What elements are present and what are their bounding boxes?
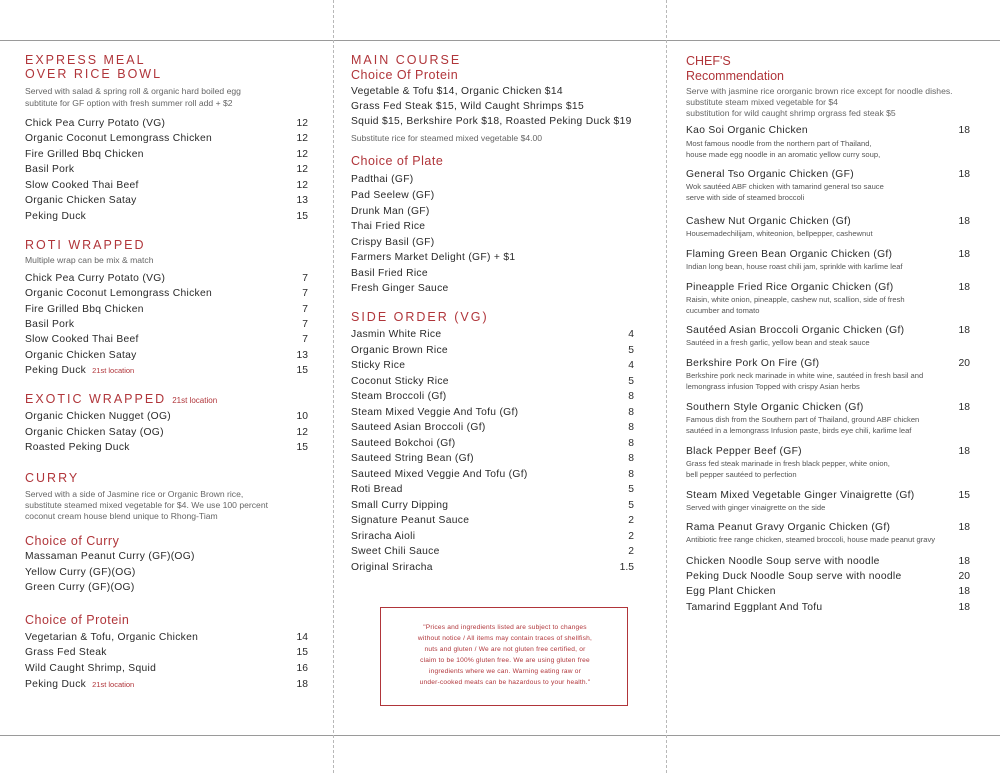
item-description: Grass fed steak marinade in fresh black pepper, white onion, <box>686 459 890 468</box>
menu-item-price: 18 <box>958 522 970 533</box>
express-title-1: EXPRESS MEAL <box>25 53 146 67</box>
menu-item-price: 7 <box>302 273 308 284</box>
item-description: Sautéed in a fresh garlic, yellow bean and steak sauce <box>686 338 870 347</box>
chefs-note-1: Serve with jasmine rice ororganic brown rice except for noodle dishes. <box>686 86 953 96</box>
curry-protein-title: Choice of Protein <box>25 613 130 627</box>
location-tag: 21st location <box>172 396 218 405</box>
menu-item-name: Roasted Peking Duck <box>25 442 130 453</box>
main-course-title: MAIN COURSE <box>351 53 462 67</box>
menu-item-label: Peking Duck <box>25 365 87 376</box>
plate-item: Crispy Basil (GF) <box>351 237 435 248</box>
menu-item-price: 18 <box>958 249 970 260</box>
disclaimer-line: under-cooked meats can be hazardous to your health." <box>419 679 591 686</box>
disclaimer-line: ingredients where we can. Warning eating raw or <box>428 668 582 675</box>
chefs-note-2: substitute steam mixed vegetable for $4 <box>686 97 838 107</box>
menu-item-price: 20 <box>958 358 970 369</box>
menu-item-label: Peking Duck <box>25 679 87 690</box>
menu-item-price: 18 <box>958 282 970 293</box>
menu-item-price: 8 <box>628 438 634 449</box>
menu-item-price: 12 <box>296 180 308 191</box>
item-description: cucumber and tomato <box>686 306 760 315</box>
item-description: Indian long bean, house roast chili jam, sprinkle with karlime leaf <box>686 262 903 271</box>
menu-item-name: Grass Fed Steak <box>25 647 107 658</box>
disclaimer-line: "Prices and ingredients listed are subject to changes <box>423 624 587 631</box>
menu-item-name: Kao Soi Organic Chicken <box>686 125 808 136</box>
curry-choice: Yellow Curry (GF)(OG) <box>25 567 136 578</box>
menu-item-name: Chick Pea Curry Potato (VG) <box>25 118 166 129</box>
main-course-subtitle: Choice Of Protein <box>351 68 459 82</box>
item-description: bell pepper sautéed to perfection <box>686 470 797 479</box>
menu-item-name: Steam Mixed Veggie And Tofu (Gf) <box>351 407 519 418</box>
protein-price-line: Squid $15, Berkshire Pork $18, Roasted Peking Duck $19 <box>351 116 632 127</box>
menu-item-name: Basil Pork <box>25 164 75 175</box>
menu-item-name: Slow Cooked Thai Beef <box>25 180 139 191</box>
plate-item: Farmers Market Delight (GF) + $1 <box>351 252 516 263</box>
menu-item-price: 18 <box>958 402 970 413</box>
disclaimer-line: claim to be 100% gluten free. We are using gluten free <box>420 657 590 664</box>
menu-item-name: Pineapple Fried Rice Organic Chicken (Gf) <box>686 282 894 293</box>
menu-item-price: 7 <box>302 288 308 299</box>
item-description: house made egg noodle in an aromatic yellow curry soup, <box>686 150 881 159</box>
exotic-title-text: EXOTIC WRAPPED <box>25 392 167 406</box>
menu-item-name: Sauteed String Bean (Gf) <box>351 453 474 464</box>
menu-item-name: Cashew Nut Organic Chicken (Gf) <box>686 216 851 227</box>
item-description: Served with ginger vinaigrette on the side <box>686 503 826 512</box>
menu-item-price: 2 <box>628 515 634 526</box>
exotic-title <box>25 392 217 408</box>
menu-item-price: 18 <box>958 325 970 336</box>
menu-item-price: 7 <box>302 334 308 345</box>
menu-item-name: Signature Peanut Sauce <box>351 515 470 526</box>
menu-item-price: 2 <box>628 546 634 557</box>
menu-item-name: Southern Style Organic Chicken (Gf) <box>686 402 864 413</box>
roti-note: Multiple wrap can be mix & match <box>25 255 154 265</box>
menu-item-name: Slow Cooked Thai Beef <box>25 334 139 345</box>
menu-item-name <box>25 678 134 691</box>
recommendation-title: Recommendation <box>686 69 784 83</box>
menu-item-name: Organic Chicken Satay <box>25 195 137 206</box>
menu-item-price: 20 <box>958 571 970 582</box>
menu-item-price: 15 <box>296 442 308 453</box>
item-description: Housemadechilijam, whiteonion, bellpepper, cashewnut <box>686 229 873 238</box>
item-description: serve with side of steamed broccoli <box>686 193 805 202</box>
express-note-1: Served with salad & spring roll & organic hard boiled egg <box>25 86 241 96</box>
curry-title: CURRY <box>25 471 80 485</box>
menu-item-price: 5 <box>628 500 634 511</box>
menu-item-price: 15 <box>296 211 308 222</box>
location-tag: 21st location <box>92 366 135 375</box>
menu-item-price: 5 <box>628 376 634 387</box>
menu-item-price: 7 <box>302 319 308 330</box>
menu-item-price: 18 <box>958 602 970 613</box>
menu-item-name: Peking Duck Noodle Soup serve with noodle <box>686 571 902 582</box>
menu-item-price: 18 <box>958 556 970 567</box>
menu-item-name: Vegetarian & Tofu, Organic Chicken <box>25 632 199 643</box>
menu-item-name: Tamarind Eggplant And Tofu <box>686 602 823 613</box>
menu-item-price: 1.5 <box>619 562 634 573</box>
side-order-title: SIDE ORDER (VG) <box>351 310 489 324</box>
menu-item-name: Sriracha Aioli <box>351 531 416 542</box>
item-description: Berkshire pork neck marinade in white wine, sautéed in fresh basil and <box>686 371 924 380</box>
menu-item-name: Organic Chicken Satay <box>25 350 137 361</box>
menu-item-name: Sticky Rice <box>351 360 406 371</box>
protein-price-line: Grass Fed Steak $15, Wild Caught Shrimps $15 <box>351 101 584 112</box>
roti-title: ROTI WRAPPED <box>25 238 146 252</box>
curry-note-2: substitute steamed mixed vegetable for $4. We use 100 percent <box>25 500 268 510</box>
menu-item-price: 8 <box>628 453 634 464</box>
menu-item-name: Peking Duck <box>25 211 87 222</box>
menu-item-name: Steam Broccoli (Gf) <box>351 391 447 402</box>
item-description: Most famous noodle from the northern part of Thailand, <box>686 139 872 148</box>
menu-item-name: Black Pepper Beef (GF) <box>686 446 802 457</box>
menu-item-name: Roti Bread <box>351 484 403 495</box>
menu-item-price: 18 <box>958 216 970 227</box>
menu-item-name: Coconut Sticky Rice <box>351 376 449 387</box>
menu-item-price: 12 <box>296 427 308 438</box>
menu-item-price: 18 <box>296 679 308 690</box>
menu-item-name: Berkshire Pork On Fire (Gf) <box>686 358 820 369</box>
menu-item-price: 18 <box>958 169 970 180</box>
menu-item-price: 8 <box>628 422 634 433</box>
chefs-title: CHEF'S <box>686 54 731 68</box>
menu-item-name: Organic Coconut Lemongrass Chicken <box>25 288 213 299</box>
disclaimer-line: nuts and gluten / We are not gluten free certified, or <box>424 646 586 653</box>
menu-item-price: 18 <box>958 446 970 457</box>
menu-item-price: 16 <box>296 663 308 674</box>
fold-line-left <box>333 0 334 773</box>
menu-item-name: Sauteed Asian Broccoli (Gf) <box>351 422 486 433</box>
menu-item-name: Steam Mixed Vegetable Ginger Vinaigrette (Gf) <box>686 490 915 501</box>
plate-item: Pad Seelew (GF) <box>351 190 435 201</box>
plate-item: Padthai (GF) <box>351 174 414 185</box>
disclaimer-box <box>380 607 628 706</box>
menu-item-name: General Tso Organic Chicken (GF) <box>686 169 854 180</box>
menu-item-name: Original Sriracha <box>351 562 433 573</box>
menu-item-name: Organic Chicken Satay (OG) <box>25 427 164 438</box>
item-description: Raisin, white onion, pineapple, cashew nut, scallion, side of fresh <box>686 295 905 304</box>
menu-item-price: 4 <box>628 329 634 340</box>
menu-item-name: Sweet Chili Sauce <box>351 546 440 557</box>
item-description: Wok sautéed ABF chicken with tamarind general tso sauce <box>686 182 884 191</box>
curry-choice: Massaman Peanut Curry (GF)(OG) <box>25 551 195 562</box>
item-description: lemongrass infusion Topped with crispy Asian herbs <box>686 382 860 391</box>
curry-note-3: coconut cream house blend unique to Rhong-Tiam <box>25 511 218 521</box>
menu-item-name: Flaming Green Bean Organic Chicken (Gf) <box>686 249 893 260</box>
menu-item-name: Sauteed Bokchoi (Gf) <box>351 438 456 449</box>
menu-item-name: Wild Caught Shrimp, Squid <box>25 663 157 674</box>
menu-item-price: 12 <box>296 118 308 129</box>
menu-item-price: 15 <box>958 490 970 501</box>
curry-note-1: Served with a side of Jasmine rice or Organic Brown rice, <box>25 489 244 499</box>
express-title-2: OVER RICE BOWL <box>25 67 163 81</box>
disclaimer-line: without notice / All items may contain traces of shellfish, <box>417 635 593 642</box>
top-trim-line <box>0 40 1000 41</box>
menu-item-name: Organic Coconut Lemongrass Chicken <box>25 133 213 144</box>
plate-item: Fresh Ginger Sauce <box>351 283 449 294</box>
menu-item-name: Basil Pork <box>25 319 75 330</box>
menu-item-price: 13 <box>296 350 308 361</box>
curry-choice: Green Curry (GF)(OG) <box>25 582 135 593</box>
menu-item-name: Chick Pea Curry Potato (VG) <box>25 273 166 284</box>
menu-item-price: 12 <box>296 164 308 175</box>
menu-item-price: 5 <box>628 484 634 495</box>
protein-price-line: Vegetable & Tofu $14, Organic Chicken $14 <box>351 86 563 97</box>
menu-item-price: 15 <box>296 365 308 376</box>
menu-item-name: Egg Plant Chicken <box>686 586 776 597</box>
item-description: sautéed in a lemongrass Infusion paste, birds eye chili, karlime leaf <box>686 426 912 435</box>
menu-item-name: Sauteed Mixed Veggie And Tofu (Gf) <box>351 469 528 480</box>
menu-item-price: 18 <box>958 125 970 136</box>
menu-item-price: 15 <box>296 647 308 658</box>
menu-item-name: Fire Grilled Bbq Chicken <box>25 304 144 315</box>
menu-item-price: 8 <box>628 469 634 480</box>
menu-item-name: Small Curry Dipping <box>351 500 449 511</box>
bottom-trim-line <box>0 735 1000 736</box>
menu-item-price: 14 <box>296 632 308 643</box>
plate-item: Thai Fried Rice <box>351 221 426 232</box>
menu-item-price: 4 <box>628 360 634 371</box>
plate-item: Basil Fried Rice <box>351 268 428 279</box>
menu-item-price: 5 <box>628 345 634 356</box>
menu-item-name: Jasmin White Rice <box>351 329 442 340</box>
item-description: Famous dish from the Southern part of Thailand, ground ABF chicken <box>686 415 920 424</box>
location-tag: 21st location <box>92 680 135 689</box>
menu-item-name: Chicken Noodle Soup serve with noodle <box>686 556 880 567</box>
plate-item: Drunk Man (GF) <box>351 206 430 217</box>
menu-item-price: 10 <box>296 411 308 422</box>
menu-item-price: 12 <box>296 149 308 160</box>
menu-item-price: 8 <box>628 391 634 402</box>
menu-item-name: Sautéed Asian Broccoli Organic Chicken (Gf) <box>686 325 905 336</box>
chefs-note-3: substitution for wild caught shrimp orgrass fed steak $5 <box>686 108 896 118</box>
menu-item-price: 7 <box>302 304 308 315</box>
menu-item-name: Fire Grilled Bbq Chicken <box>25 149 144 160</box>
menu-item-price: 2 <box>628 531 634 542</box>
menu-item-price: 13 <box>296 195 308 206</box>
menu-item-name <box>25 364 134 377</box>
fold-line-right <box>666 0 667 773</box>
item-description: Antibiotic free range chicken, steamed broccoli, house made peanut gravy <box>686 535 936 544</box>
menu-item-price: 18 <box>958 586 970 597</box>
menu-item-price: 8 <box>628 407 634 418</box>
choice-of-plate-title: Choice of Plate <box>351 154 444 168</box>
menu-item-price: 12 <box>296 133 308 144</box>
choice-of-curry-title: Choice of Curry <box>25 534 120 548</box>
main-course-note: Substitute rice for steamed mixed vegetable $4.00 <box>351 133 543 143</box>
menu-item-name: Organic Brown Rice <box>351 345 448 356</box>
menu-item-name: Organic Chicken Nugget (OG) <box>25 411 172 422</box>
menu-item-name: Rama Peanut Gravy Organic Chicken (Gf) <box>686 522 891 533</box>
express-note-2: subtitute for GF option with fresh summer roll add + $2 <box>25 98 233 108</box>
